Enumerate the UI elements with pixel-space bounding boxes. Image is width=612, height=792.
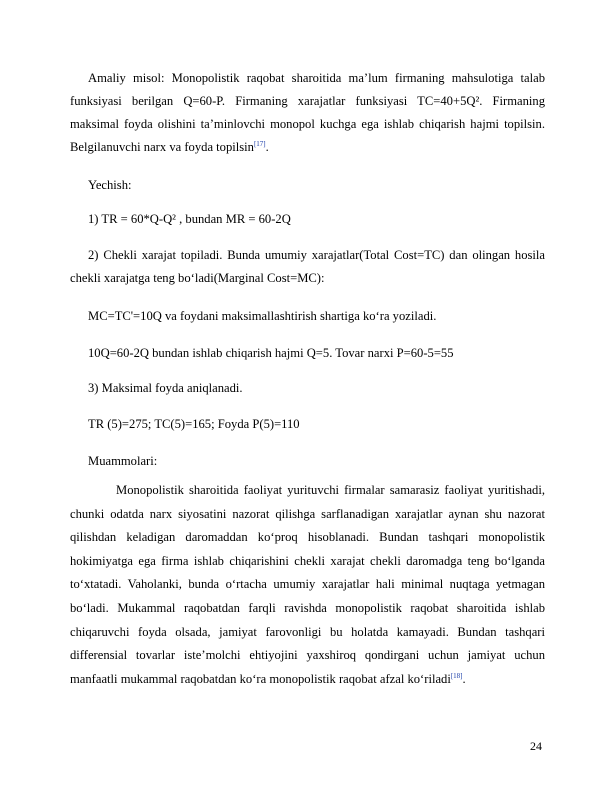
problems-heading: Muammolari: <box>88 454 158 468</box>
problems-text: Monopolistik sharoitida faoliyat yurituvchi firmalar samarasiz faoliyat yuritishadi, chunki odatda narx siyosatini nazorat qilishga sarflanadigan xarajatlar aynan shu nazorat qilishdan keladigan daromaddan koʻproq hisoblanadi. Bundan tashqari monopolistik hokimiyatga ega firma ishlab chiqarishini chekli xarajat chekli daromadga teng boʻlganda toʻxtatadi. Vaholanki, bunda oʻrtacha umumiy xarajatlar hali minimal nuqtaga yetmagan boʻladi. Mukammal raqobatdan farqli ravishda monopolistik raqobat sharoitida ishlab chiqaruvchi foyda olsada, jamiyat farovonligi bu holatda kamayadi. Bundan tashqari differensial tovarlar isteʼmolchi ehtiyojini yaxshiroq qondirgani uchun jamiyat uchun manfaatli mukammal raqobatdan koʻra monopolistik raqobat afzal koʻriladi <box>70 483 545 686</box>
example-text: Amaliy misol: Monopolistik raqobat sharoitida maʼlum firmaning mahsulotiga talab funksiyasi berilgan Q=60-P. Firmaning xarajatlar funksiyasi TC=40+5Q². Firmaning maksimal foyda olishini taʼminlovchi monopol kuchga ega ishlab chiqarish hajmi topilsin. Belgilanuvchi narx va foyda topilsin <box>70 71 545 154</box>
solution-step-3: 3) Maksimal foyda aniqlanadi. <box>88 381 243 395</box>
solution-step-2-formula: MC=TC'=10Q va foydani maksimallashtirish shartiga koʻra yoziladi. <box>88 309 437 323</box>
solution-step-1: 1) TR = 60*Q-Q² , bundan MR = 60-2Q <box>88 212 291 226</box>
solution-step-2: 2) Chekli xarajat topiladi. Bunda umumiy xarajatlar(Total Cost=TC) dan olingan hosila chekli xarajatga teng boʻladi(Marginal Cost=MC): <box>70 248 545 285</box>
solution-step-2-result: 10Q=60-2Q bundan ishlab chiqarish hajmi Q=5. Tovar narxi P=60-5=55 <box>88 346 454 360</box>
problems-period: . <box>462 671 466 686</box>
citation-17[interactable]: [17] <box>253 140 266 148</box>
example-paragraph <box>70 67 545 159</box>
solution-heading: Yechish: <box>88 178 132 192</box>
citation-18[interactable]: [18] <box>450 671 463 680</box>
solution-step-3-result: TR (5)=275; TC(5)=165; Foyda P(5)=110 <box>88 417 300 431</box>
problems-paragraph <box>70 479 545 691</box>
example-period: . <box>265 140 269 154</box>
page-number: 24 <box>530 739 542 753</box>
